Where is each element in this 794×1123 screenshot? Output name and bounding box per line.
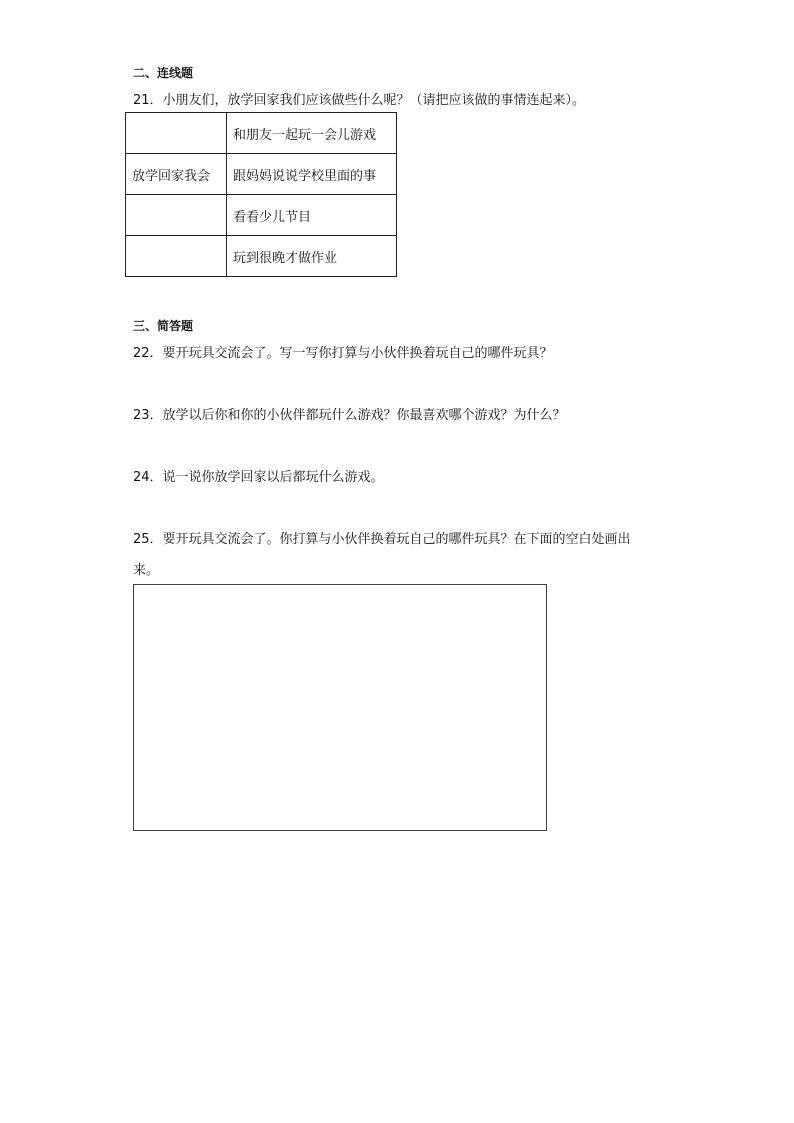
option-2: 跟妈妈说说学校里面的事 (227, 154, 397, 195)
table-cell-empty (126, 236, 227, 277)
table-row (126, 195, 397, 236)
question-24: 24．说一说你放学回家以后都玩什么游戏。 (133, 470, 384, 485)
option-4: 玩到很晚才做作业 (227, 236, 397, 277)
question-22: 22．要开玩具交流会了。写一写你打算与小伙伴换着玩自己的哪件玩具？ (133, 346, 553, 361)
question-25-line-2: 来。 (133, 563, 160, 578)
table-row (126, 154, 397, 195)
matching-table (125, 112, 397, 277)
option-1: 和朋友一起玩一会儿游戏 (227, 113, 397, 154)
drawing-area[interactable] (133, 584, 547, 831)
question-23: 23．放学以后你和你的小伙伴都玩什么游戏？你最喜欢哪个游戏？为什么？ (133, 408, 566, 423)
table-row (126, 236, 397, 277)
table-cell-empty (126, 113, 227, 154)
left-label: 放学回家我会 (126, 154, 227, 195)
option-3: 看看少儿节目 (227, 195, 397, 236)
question-25-line-1: 25．要开玩具交流会了。你打算与小伙伴换着玩自己的哪件玩具？在下面的空白处画出 (133, 532, 631, 547)
table-row (126, 113, 397, 154)
section-2-title: 二、连线题 (133, 66, 194, 80)
section-3-title: 三、简答题 (133, 319, 194, 333)
question-21: 21．小朋友们，放学回家我们应该做些什么呢？（请把应该做的事情连起来）。 (133, 93, 586, 108)
table-cell-empty (126, 195, 227, 236)
